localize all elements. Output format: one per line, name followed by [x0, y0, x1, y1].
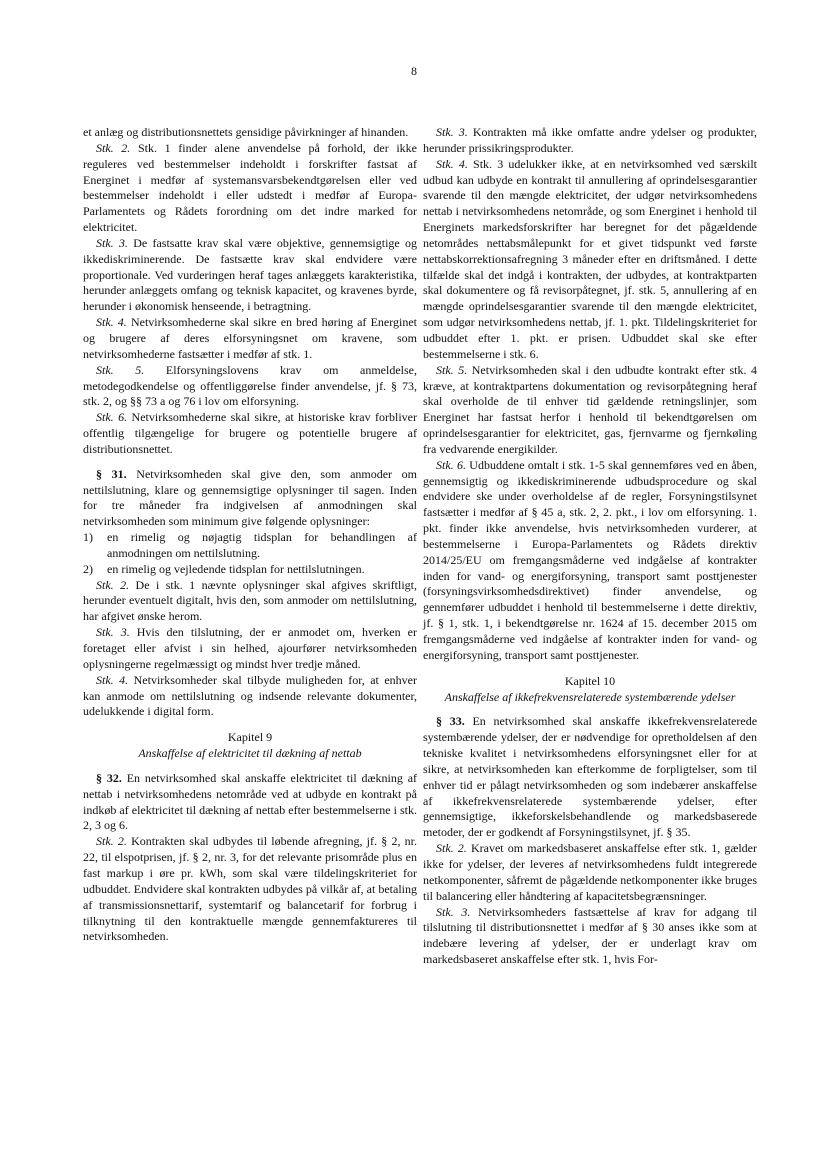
section-label: § 31. — [96, 466, 127, 481]
stk-label: Stk. 4. — [96, 315, 127, 330]
stk-label: Stk. 3. — [436, 125, 468, 139]
chapter-title: Anskaffelse af elektricitet til dækning af nettab — [138, 746, 362, 761]
paragraph-text: Netvirksomheders fastsættelse af krav for adgang til tilslutning til distributionsnettet i medfør af § 30 anses ikke som at indebære levering af ydelser, der er underlagt krav om markedsbaseret anskaffelse efter stk. 1, hvis For- — [423, 904, 758, 967]
paragraph — [423, 125, 757, 157]
chapter-heading: Kapitel 9 — [227, 730, 273, 745]
list-item — [83, 530, 417, 562]
paragraph-text: Netvirksomheder skal tilbyde muligheden for, at enhver kan anmode om nettilslutning og indsende relevante dokumenter, udelukkende i digital form. — [83, 672, 417, 719]
paragraph — [83, 578, 417, 626]
paragraph — [83, 315, 417, 363]
paragraph — [83, 673, 417, 721]
chapter-heading: Kapitel 10 — [564, 673, 616, 688]
list-text: en rimelig og vejledende tidsplan for nettilslutningen. — [107, 561, 365, 576]
paragraph — [83, 834, 417, 945]
stk-label: Stk. 3. — [436, 904, 471, 919]
paragraph — [83, 236, 417, 315]
stk-label: Stk. 3. — [96, 625, 130, 640]
paragraph-text: En netvirksomhed skal anskaffe ikkefrekvensrelaterede systembærende ydelser, der er nødvendige for opretholdelsen af den tekniske kvalitet i netvirksomhedens elforsyningsnet eller for at sikre, at netvirksomheden kan efterkomme de forpligtelser, som til enhver tid er pålagt netvirksomheden og som indebærer anskaffelse af ikkefrekvensrelaterede systembærende ydelser, efter gennemsigtige, ikkeforskelsbehandlende og markedsbaserede metoder, der er godkendt af Forsyningstilsynet, jf. § 35. — [423, 714, 758, 840]
section-31 — [83, 467, 417, 530]
stk-label: Stk. 5. — [96, 362, 145, 377]
paragraph-text: Kravet om markedsbaseret anskaffelse efter stk. 1, gælder ikke for ydelser, der leveres af netvirksomhedens fuldt integrerede netkomponenter, såfremt de pågældende netkomponenter ikke bruges til balancering eller håndtering af kapacitetsbegrænsninger. — [423, 841, 757, 903]
stk-label: Stk. 4. — [96, 672, 129, 687]
paragraph — [423, 458, 757, 664]
paragraph-text: Stk. 1 finder alene anvendelse på forhold, der ikke reguleres ved bestemmelser indeholdt i forskrifter fastsat af Energinet i medfør af systemansvarsbekendtgørelsen eller ved bestemmelser indeholdt i eller udstedt i medfør af Europa-Parlamentets og Rådets forordning om det indre marked for elektricitet. — [83, 140, 417, 235]
stk-label: Stk. 2. — [96, 834, 127, 849]
paragraph — [83, 625, 417, 673]
stk-label: Stk. 4. — [436, 156, 468, 171]
section-33 — [423, 714, 757, 841]
paragraph-text: De fastsatte krav skal være objektive, gennemsigtige og ikkediskriminerende. De fastsætte krav skal endvidere være proportionale. Ved vurderingen heraf tages anlæggets karakteristika, herunder anlæggets omfang og teknisk kapacitet, og kravenes byrde, herunder i økonomisk henseende, i betragtning. — [83, 235, 417, 314]
list-number: 1) — [83, 530, 93, 545]
paragraph-text: Netvirksomhederne skal sikre, at historiske krav forbliver offentlig tilgængelige for brugere og potentielle brugere af distributionsnettet. — [83, 410, 418, 456]
paragraph — [83, 363, 417, 411]
paragraph-text: Stk. 3 udelukker ikke, at en netvirksomhed ved særskilt udbud kan udbyde en kontrakt til annullering af oprindelsesgarantier svarende til den mængde elektricitet, der udgør netvirksomhedens nettab i netvirksomhedens netområde, og som Energinet i henhold til Energinets markedsforskrifter har beregnet for det pågældende netområdes nettabsmålepunkt for et givet tidspunkt ved første nettabskorrektionsafregning 3 måneder efter en driftsmåned. I dette tilfælde skal det indgå i kontrakten, der udbydes, at kontraktparten skal dokumentere og få revisorpåtegnet, jf. stk. 5, annullering af en mængde oprindelsesgarantier svarende til den mængde elektricitet, som udgør netvirksomhedens nettab, jf. 1. pkt. Tildelingskriteriet for udbuddet efter 1. pkt. er prisen. Udbuddet skal ske efter bestemmelserne i stk. 6. — [423, 156, 758, 361]
section-label: § 33. — [436, 714, 465, 729]
paragraph — [423, 157, 757, 363]
stk-label: Stk. 2. — [96, 577, 130, 592]
paragraph-text: De i stk. 1 nævnte oplysninger skal afgives skriftligt, herunder eventuelt digitalt, hvis den, som anmoder om nettilslutning, har afgivet ønske herom. — [83, 577, 418, 624]
section-label: § 32. — [96, 770, 122, 785]
paragraph — [423, 905, 757, 968]
section-32 — [83, 771, 417, 834]
stk-label: Stk. 6. — [436, 457, 466, 472]
paragraph-text: Kontrakten skal udbydes til løbende afregning, jf. § 2, nr. 22, til elspotprisen, jf. § 2, nr. 3, for det relevante prisområde plus en fast markup i øre pr. kWh, som skal være tildelingskriteriet for udbuddet. Endvidere skal kontrakten udbydes på vilkår af, at betaling af transmissionsnettarif, systemtarif og balancetarif for forbrug i tilknytning til den kontraktuelle mængde gennemfaktureres til netvirksomheden. — [83, 834, 417, 944]
list-number: 2) — [83, 561, 93, 576]
right-column — [423, 125, 757, 968]
list-text: en rimelig og nøjagtig tidsplan for behandlingen af anmodningen om nettilslutning. — [107, 530, 417, 560]
paragraph — [423, 841, 757, 904]
stk-label: Stk. 3. — [96, 235, 128, 250]
paragraph-text: Netvirksomheden skal i den udbudte kontrakt efter stk. 4 kræve, at kontraktpartens dokumentation og revisorpåtegning heraf skal overholde de til enhver tid gældende retningslinjer, som Energinet har fastsat herfor i henhold til bekendtgørelsen om oprindelsesgarantier for elektricitet, gas, fjernvarme og fjernkøling fra vedvarende energikilder. — [423, 362, 757, 456]
paragraph-continuation: et anlæg og distributionsnettets gensidige påvirkninger af hinanden. — [83, 125, 409, 139]
stk-label: Stk. 2. — [436, 841, 467, 856]
paragraph — [83, 410, 417, 458]
stk-label: Stk. 2. — [96, 140, 131, 155]
paragraph-text: Netvirksomhederne skal sikre en bred høring af Energinet og brugere af deres elforsyningsnet om kravene, som netvirksomhederne fastsætter i medfør af stk. 1. — [83, 315, 417, 361]
paragraph-text: Netvirksomheden skal give den, som anmoder om nettilslutning, klare og gennemsigtige oplysninger til sagen. Inden for tre måneder fra indgivelsen af anmodningen skal netvirksomheden som minimum give følgende oplysninger: — [83, 466, 418, 529]
paragraph-text: En netvirksomhed skal anskaffe elektricitet til dækning af nettab i netvirksomhedens netområde ved at udbyde en kontrakt på indkøb af elektricitet til dækning af nettab efter bestemmelserne i stk. 2, 3 og 6. — [83, 770, 418, 833]
page-number: 8 — [411, 64, 417, 78]
chapter-title: Anskaffelse af ikkefrekvensrelaterede systembærende ydelser — [444, 689, 736, 704]
stk-label: Stk. 5. — [436, 362, 468, 377]
paragraph — [83, 141, 417, 236]
paragraph-text: Kontrakten må ikke omfatte andre ydelser og produkter, herunder prissikringsprodukter. — [423, 125, 757, 155]
left-column — [83, 125, 417, 945]
paragraph-text: Elforsyningslovens krav om anmeldelse, metodegodkendelse og offentliggørelse finder anvendelse, jf. § 73, stk. 2, og §§ 73 a og 76 i lov om elforsyning. — [83, 362, 418, 409]
paragraph — [423, 363, 757, 458]
list-item — [83, 562, 417, 578]
paragraph-text: Hvis den tilslutning, der er anmodet om, hverken er foretaget eller afvist i sin helhed, ajourfører netvirksomheden oplysningerne regelmæssigt og mindst hver tredje måned. — [83, 625, 417, 671]
paragraph-text: Udbuddene omtalt i stk. 1-5 skal gennemføres ved en åben, gennemsigtig og ikkediskriminerende udbudsprocedure og skal endvidere ske under overholdelse af de regler, Forsyningstilsynet fastsætter i medfør af § 45 a, stk. 2, 2. pkt., i lov om elforsyning. 1. pkt. finder ikke anvendelse, hvis netvirksomheden vurderer, at bestemmelserne i Europa-Parlamentets og Rådets direktiv 2014/25/EU om fremgangsmåderne ved indgåelse af kontrakter inden for vand- og energiforsyning, transport samt posttjenester (forsyningsvirksomhedsdirektivet) finder anvendelse, og gennemfører udbuddet i henhold til bestemmelserne i dette direktiv, jf. § 1, stk. 1, i bekendtgørelse nr. 1624 af 15. december 2015 om fremgangsmåderne ved indgåelse af kontrakter inden for vand- og energiforsyning, transport samt posttjenester. — [423, 457, 757, 662]
stk-label: Stk. 6. — [96, 410, 128, 425]
